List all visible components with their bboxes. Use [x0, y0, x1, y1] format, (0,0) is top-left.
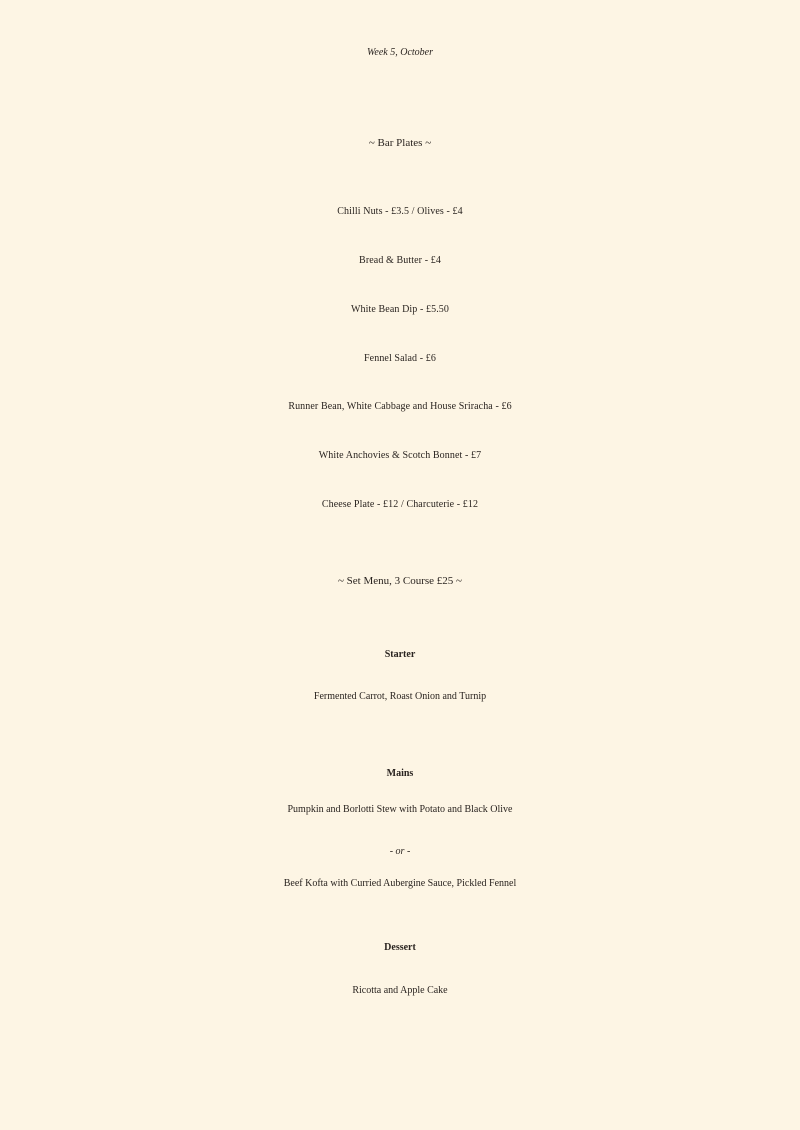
mains-separator: - or - — [389, 846, 411, 857]
bar-plate-item: Bread & Butter - £4 — [359, 255, 441, 266]
week-label: Week 5, October — [367, 47, 433, 58]
dessert-dish: Ricotta and Apple Cake — [352, 985, 448, 996]
bar-plate-item: White Bean Dip - £5.50 — [350, 304, 449, 315]
mains-heading: Mains — [386, 768, 414, 779]
mains-dish: Pumpkin and Borlotti Stew with Potato and Black Olive — [287, 804, 513, 815]
starter-heading: Starter — [384, 649, 416, 660]
bar-plate-item: Cheese Plate - £12 / Charcuterie - £12 — [321, 499, 479, 510]
bar-plate-item: Chilli Nuts - £3.5 / Olives - £4 — [337, 206, 463, 217]
bar-plate-item: Fennel Salad - £6 — [364, 353, 436, 364]
bar-plate-item: Runner Bean, White Cabbage and House Sriracha - £6 — [288, 401, 512, 412]
bar-plate-item: White Anchovies & Scotch Bonnet - £7 — [318, 450, 482, 461]
mains-dish: Beef Kofta with Curried Aubergine Sauce, Pickled Fennel — [283, 878, 517, 889]
dessert-heading: Dessert — [384, 942, 416, 953]
starter-dish: Fermented Carrot, Roast Onion and Turnip — [313, 691, 487, 702]
set-menu-title: ~ Set Menu, 3 Course £25 ~ — [337, 575, 463, 587]
bar-plates-title: ~ Bar Plates ~ — [368, 137, 432, 149]
